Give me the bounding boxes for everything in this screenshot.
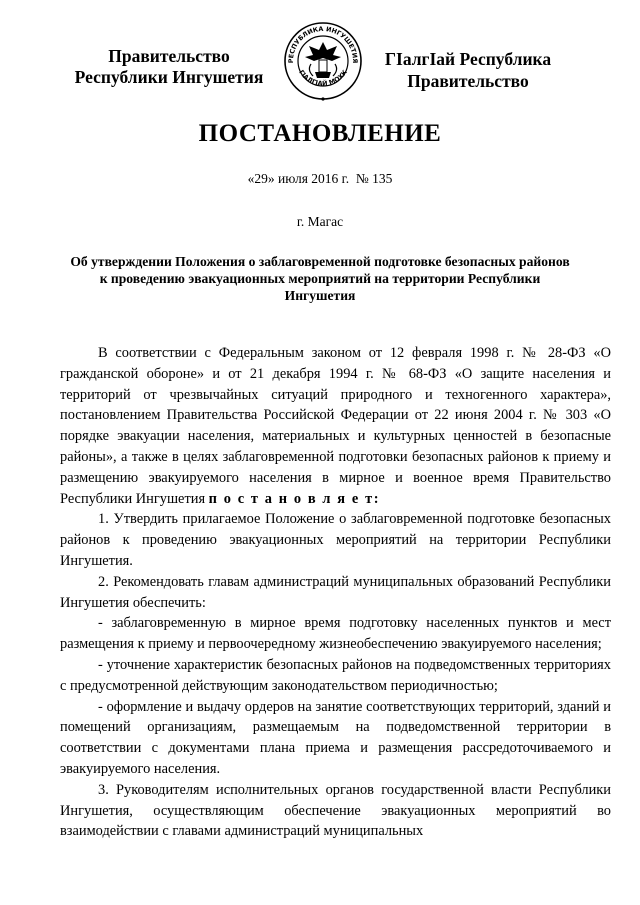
header-left-line1: Правительство [108,46,230,66]
eagle-icon [305,42,341,78]
coat-of-arms-emblem [283,20,363,102]
paragraph-2-item-b: - уточнение характеристик безопасных районов на подведомственных территориях с предусмотренной действующим законодательством периодичностью; [60,656,611,694]
header-right-line2: Правительство [407,71,529,91]
document-type: ПОСТАНОВЛЕНИЕ [198,120,442,147]
paragraph-2-item-a: - заблаговременную в мирное время подготовку населенных пунктов и мест размещения к приему и первоочередному жизнеобеспечению эвакуируемого населения; [60,615,611,653]
header-left-line2: Республики Ингушетия [74,67,264,87]
emblem-text-bottom: ГIАЛГIАЙ МОХК [297,68,349,88]
header-right-line1: ГIалгIай Республика [384,49,552,69]
document-body [60,343,611,842]
document-number: № 135 [355,171,393,186]
intro-paragraph [60,343,611,509]
header-left [64,46,274,88]
header-right [356,48,580,92]
paragraph-1: 1. Утвердить прилагаемое Положение о заблаговременной подготовке безопасных районов к проведению эвакуационных мероприятий на территории Республики Ингушетия. [60,511,611,569]
paragraph-2-item-c: - оформление и выдачу ордеров на занятие соответствующих территорий, зданий и помещений организациям, размещаемым на подведомственной территории в соответствии с документами плана приема и размещения рассредоточиваемого и эвакуируемого населения. [60,698,611,777]
paragraph-2: 2. Рекомендовать главам администраций муниципальных образований Республики Ингушетия обеспечить: [60,573,611,611]
document-place: г. Магас [296,214,344,229]
emblem-text-top: РЕСПУБЛИКА ИНГУШЕТИЯ [286,24,360,64]
paragraph-3: 3. Руководителям исполнительных органов государственной власти Республики Ингушетия, осуществляющим обеспечение эвакуационных мероприятий во взаимодействии с главами администраций муниципальных [60,781,611,840]
resolves-word: п о с т а н о в л я е т: [208,490,381,507]
document-date: «29» июля 2016 г. [247,171,350,186]
document-date-line [0,171,640,187]
intro-text: В соответствии с Федеральным законом от 12 февраля 1998 г. № 28-ФЗ «О гражданской обороне» и от 21 декабря 1994 г. № 68-ФЗ «О защите населения и территорий от чрезвычайных ситуаций природного и техногенного характера», постановлением Правительства Российской Федерации от 22 июня 2004 г. № 303 «О порядке эвакуации населения, материальных и культурных ценностей в безопасные районы», а также в целях заблаговременной подготовки безопасных районов к приему и размещению эвакуируемого населения в мирное и военное время Правительство Республики Ингушетия [60,345,611,507]
document-title: Об утверждении Положения о заблаговременной подготовке безопасных районов к проведению эвакуационных мероприятий на территории Республики Ингушетия [70,254,570,303]
